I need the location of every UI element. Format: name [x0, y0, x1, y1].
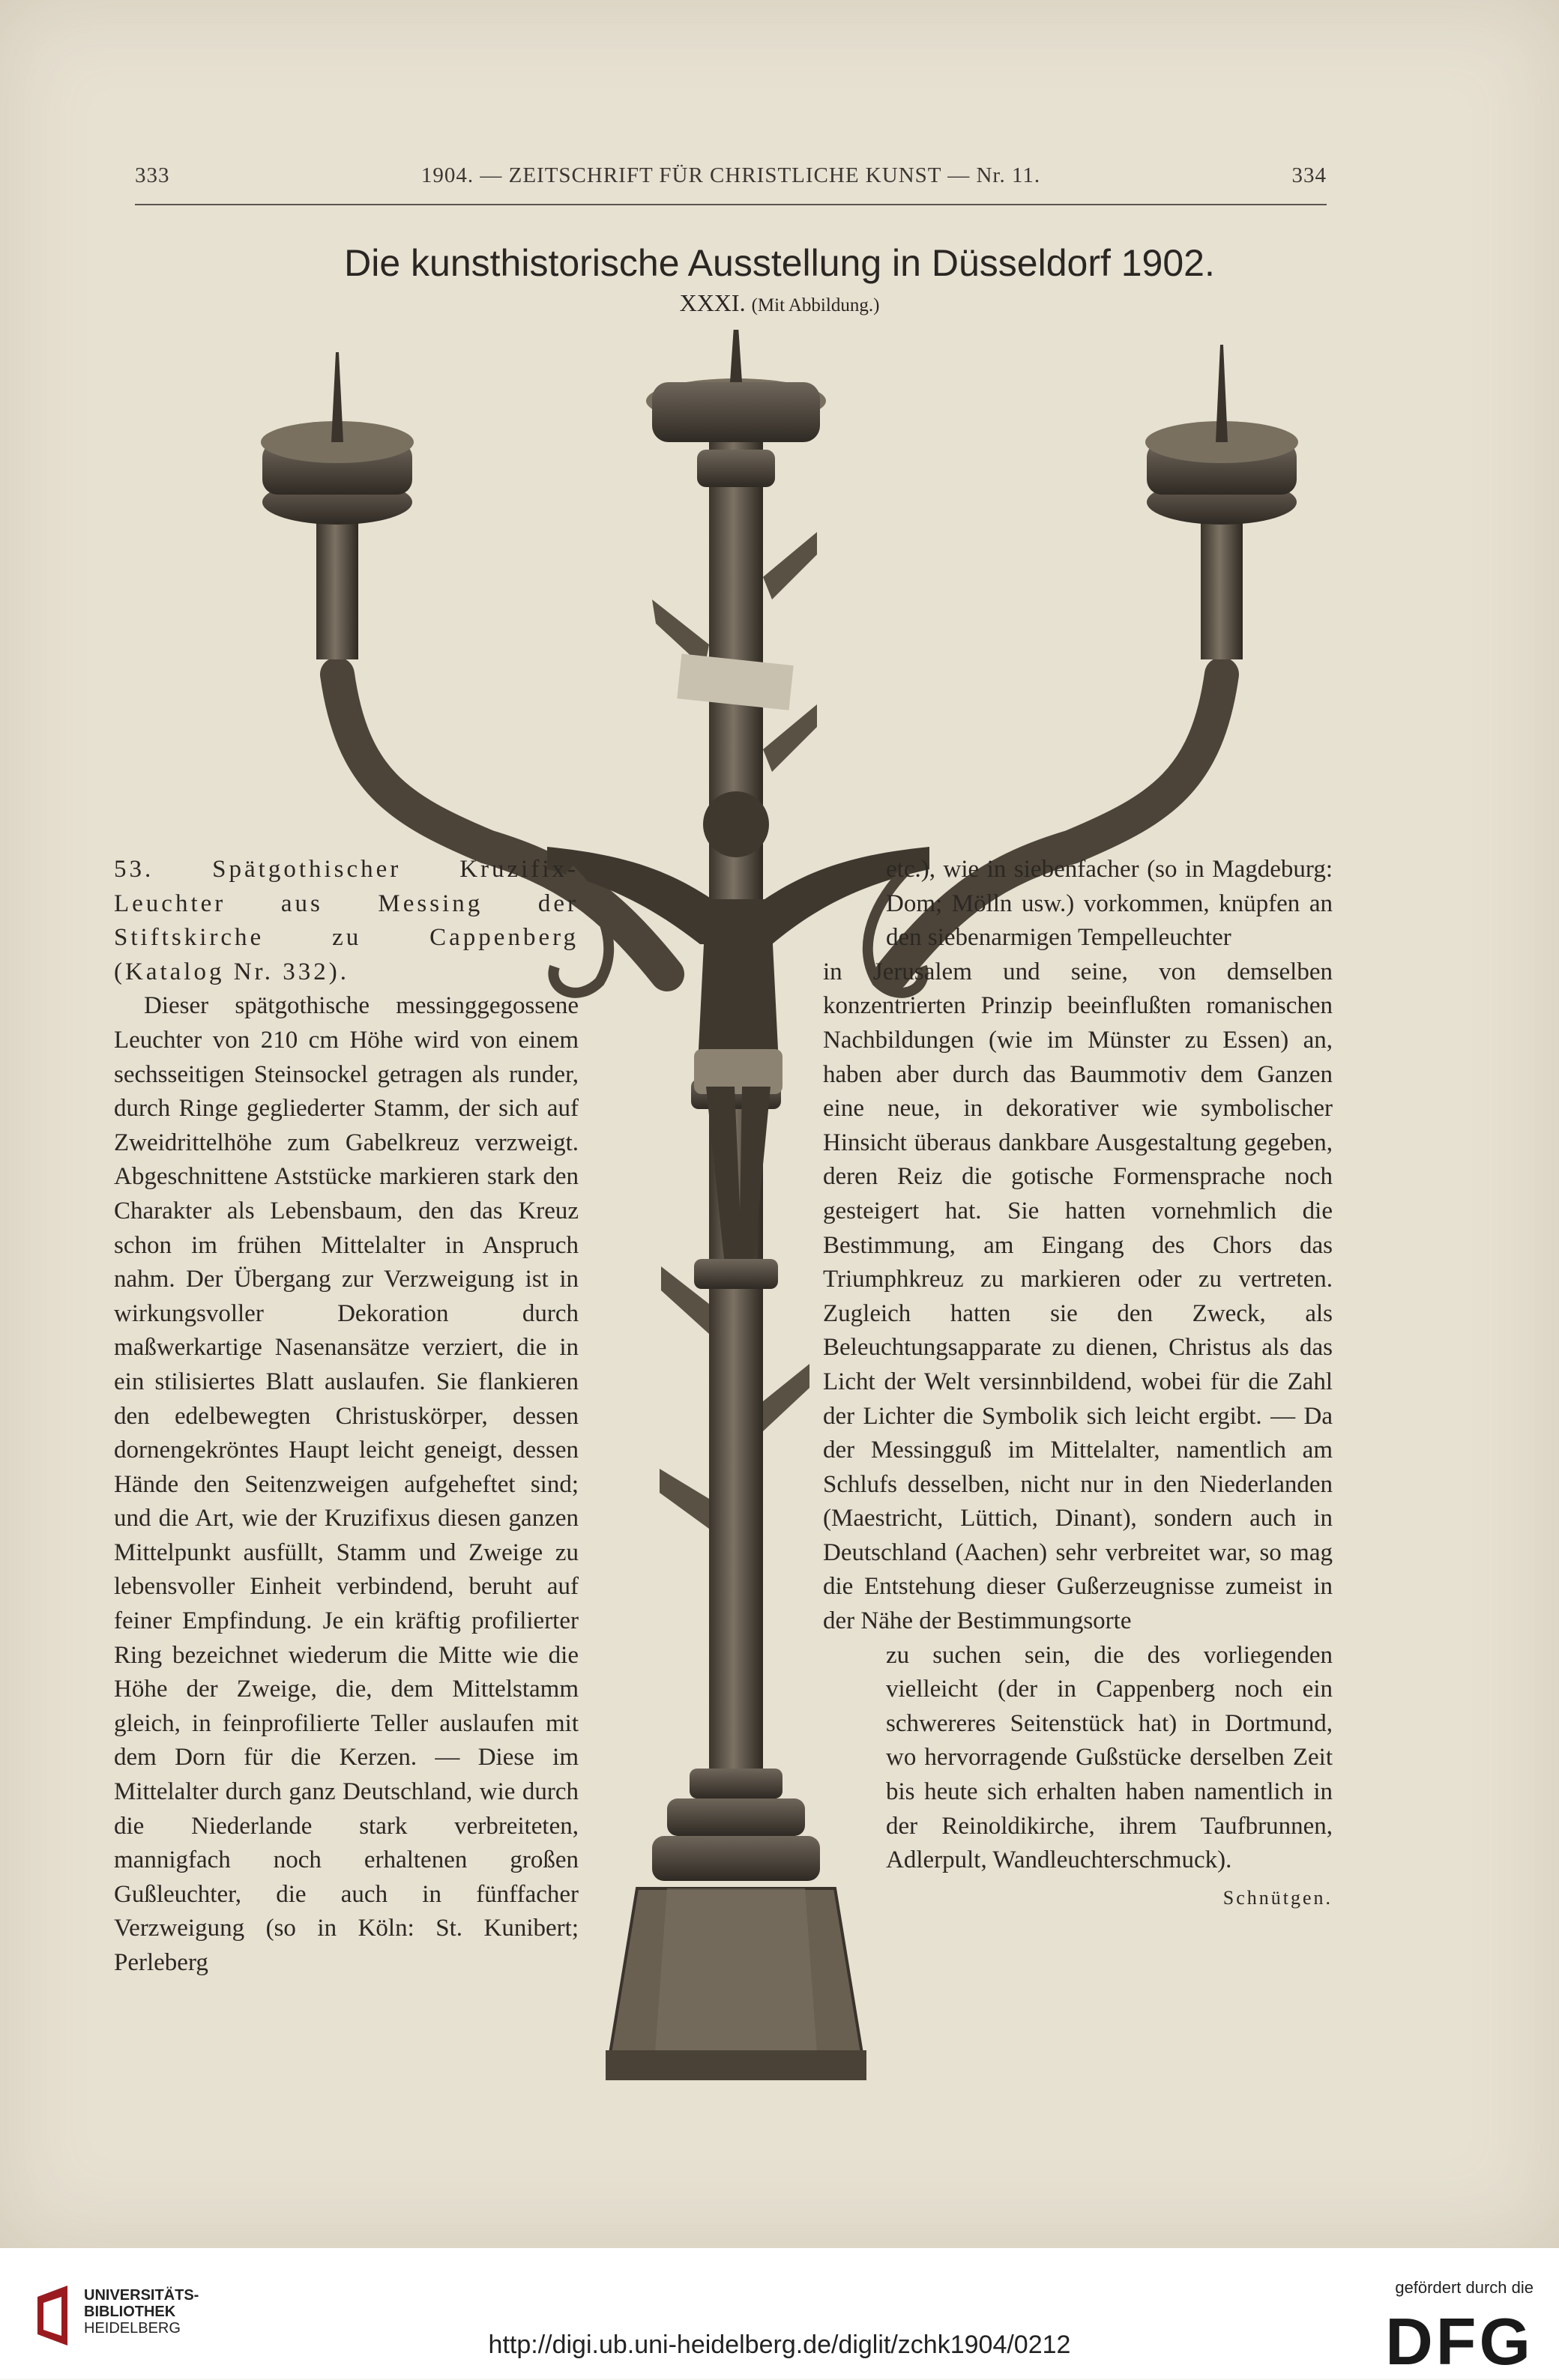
article-subtitle — [0, 289, 1559, 317]
body-paragraph — [886, 1639, 1333, 1909]
left-text-column — [114, 853, 579, 1981]
titulus-icon — [677, 653, 793, 710]
library-name — [84, 2287, 199, 2337]
dfg-logo: DFG — [1385, 2304, 1534, 2379]
right-text-column — [823, 853, 1333, 1915]
permalink[interactable]: http://digi.ub.uni-heidelberg.de/diglit/zchk1904/0212 — [488, 2331, 1071, 2359]
article-number: XXXI. — [679, 289, 746, 316]
funded-by-label: gefördert durch die — [1395, 2278, 1534, 2297]
body-paragraph: in Jerusalem und seine, von demselben konzentrierten Prinzip beeinflußten romanischen Nachbildungen (wie im Münster zu Essen) an, haben aber durch das Baummotiv dem Ganzen eine neue, in dekorativer wie symbolischer Hinsicht überaus dankbare Ausgestaltung gegeben, deren Reiz die gotische Formensprache noch gesteigert hat. Sie hatten vornehmlich die Bestimmung, am Eingang des Chors das Triumphkreuz zu markieren oder zu vertreten. Zugleich hatten sie den Zweck, als Beleuchtungsapparate zu dienen, Christus als das Licht der Welt versinnbildend, wobei für die Zahl der Lichter die Symbolik sich leicht ergibt. — Da der Messingguß im Mittelalter, namentlich am Schlufs desselben, nicht nur in den Niederlanden (Maestricht, Lüttich, Dinant), sondern auch in Deutschland (Aachen) sehr verbreitet war, so mag die Entstehung dieser Gußerzeugnisse zumeist in der Nähe der Bestimmungsorte — [823, 958, 1333, 1635]
figure-caption: 53. Spätgothischer Kruzifix-Leuchter aus Messing der Stiftskirche zu Cappenberg (Katalog Nr. 332). — [114, 856, 579, 985]
body-paragraph: etc.), wie in siebenfacher (so in Magdeburg: Dom; Mölln usw.) vorkommen, knüpfen an den siebenarmigen Tempelleuchter — [886, 856, 1333, 952]
library-name-line: HEIDELBERG — [84, 2320, 181, 2337]
journal-title: 1904. — ZEITSCHRIFT FÜR CHRISTLICHE KUNST — Nr. 11. — [420, 163, 1041, 187]
library-name-line: UNIVERSITÄTS- — [84, 2287, 199, 2304]
article-note: (Mit Abbildung.) — [751, 295, 880, 315]
page-number-left: 333 — [135, 163, 170, 187]
closing-text: zu suchen sein, die des vorliegenden vielleicht (der in Cappenberg noch ein schwereres Seitenstück hat) in Dortmund, wo hervorragende Gußstücke derselben Zeit bis heute sich erhalten haben namentlich in der Reinoldikirche, ihrem Taufbrunnen, Adlerpult, Wandleuchterschmuck). — [886, 1641, 1333, 1874]
page-number-right: 334 — [1291, 163, 1327, 187]
article-title: Die kunsthistorische Ausstellung in Düsseldorf 1902. — [344, 242, 1215, 284]
library-name-line: BIBLIOTHEK — [84, 2304, 176, 2320]
running-head — [135, 163, 1327, 193]
author-signature: Schnütgen. — [1222, 1886, 1333, 1909]
header-rule — [135, 204, 1327, 205]
body-paragraph: Dieser spätgothische messinggegossene Leuchter von 210 cm Höhe wird von einem sechsseitigen Steinsockel getragen als runder, durch Ringe gegliederter Stamm, der sich auf Zweidrittelhöhe zum Gabelkreuz verzweigt. Abgeschnittene Aststücke markieren stark den Charakter als Lebensbaum, den das Kreuz schon im frühen Mittelalter in Anspruch nahm. Der Übergang zur Verzweigung ist in wirkungsvoller Dekoration durch maßwerkartige Nasenansätze verziert, die in ein stilisiertes Blatt auslaufen. Sie flankieren den edelbewegten Christuskörper, dessen dornengekröntes Haupt leicht geneigt, dessen Hände den Seitenzweigen aufgeheftet sind; und die Art, wie der Kruzifixus diesen ganzen Mittelpunkt ausfüllt, Stamm und Zweige zu lebensvoller Einheit verbindend, beruht auf feiner Empfindung. Je ein kräftig profilierter Ring bezeichnet wiederum die Mitte wie die Höhe der Zweige, die, dem Mittelstamm gleich, in feinprofilierte Teller auslaufen mit dem Dorn für die Kerzen. — Diese im Mittelalter durch ganz Deutschland, wie durch die Niederlande stark verbreiteten, mannigfach noch erhaltenen großen Gußleuchter, die auch in fünffacher Verzweigung (so in Köln: St. Kunibert; Perleberg — [114, 992, 579, 1976]
